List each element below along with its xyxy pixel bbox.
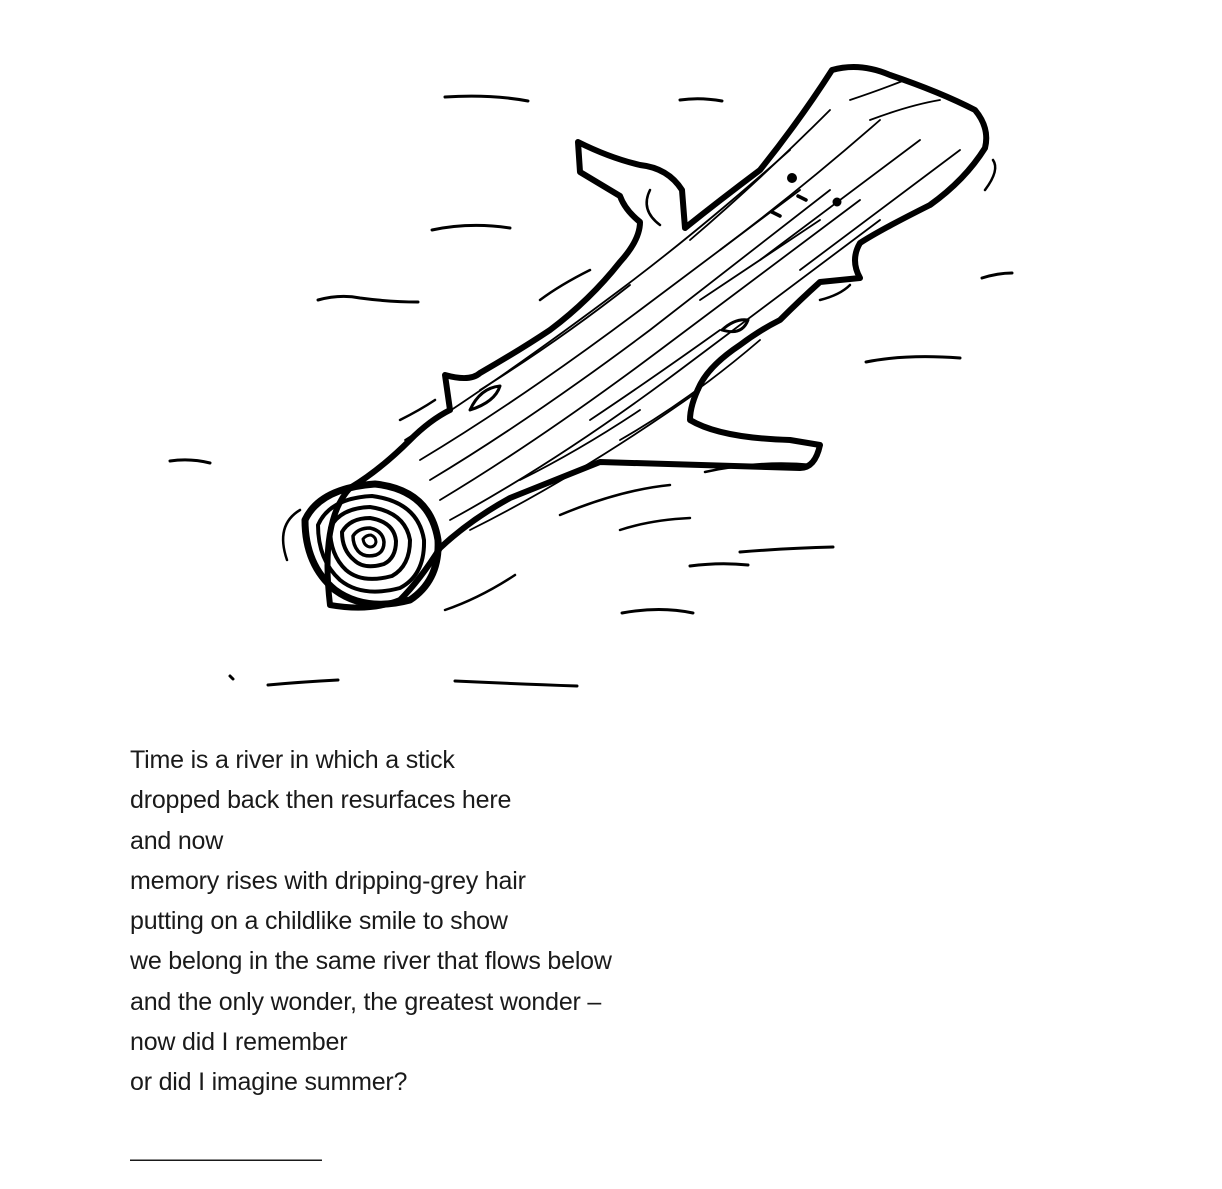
- log-outline: [328, 67, 987, 608]
- water-ripples: [170, 96, 1012, 686]
- poem-line-8: now did I remember: [130, 1028, 348, 1057]
- section-divider: –––––––––––––––––: [130, 1146, 322, 1171]
- poem-line-3: and now: [130, 826, 224, 855]
- poem-line-1: Time is a river in which a stick: [130, 746, 455, 774]
- poem-line-4: memory rises with dripping-grey hair: [130, 866, 526, 895]
- poem-line-9: or did I imagine summer?: [130, 1068, 408, 1097]
- poem: [130, 740, 612, 1103]
- poem-line-7: and the only wonder, the greatest wonder –: [130, 987, 602, 1016]
- poem-line-2: dropped back then resurfaces here: [130, 786, 512, 815]
- log-end-rings: [305, 484, 438, 604]
- poem-line-5: putting on a childlike smile to show: [130, 907, 508, 936]
- poem-line-6: we belong in the same river that flows below: [130, 947, 612, 976]
